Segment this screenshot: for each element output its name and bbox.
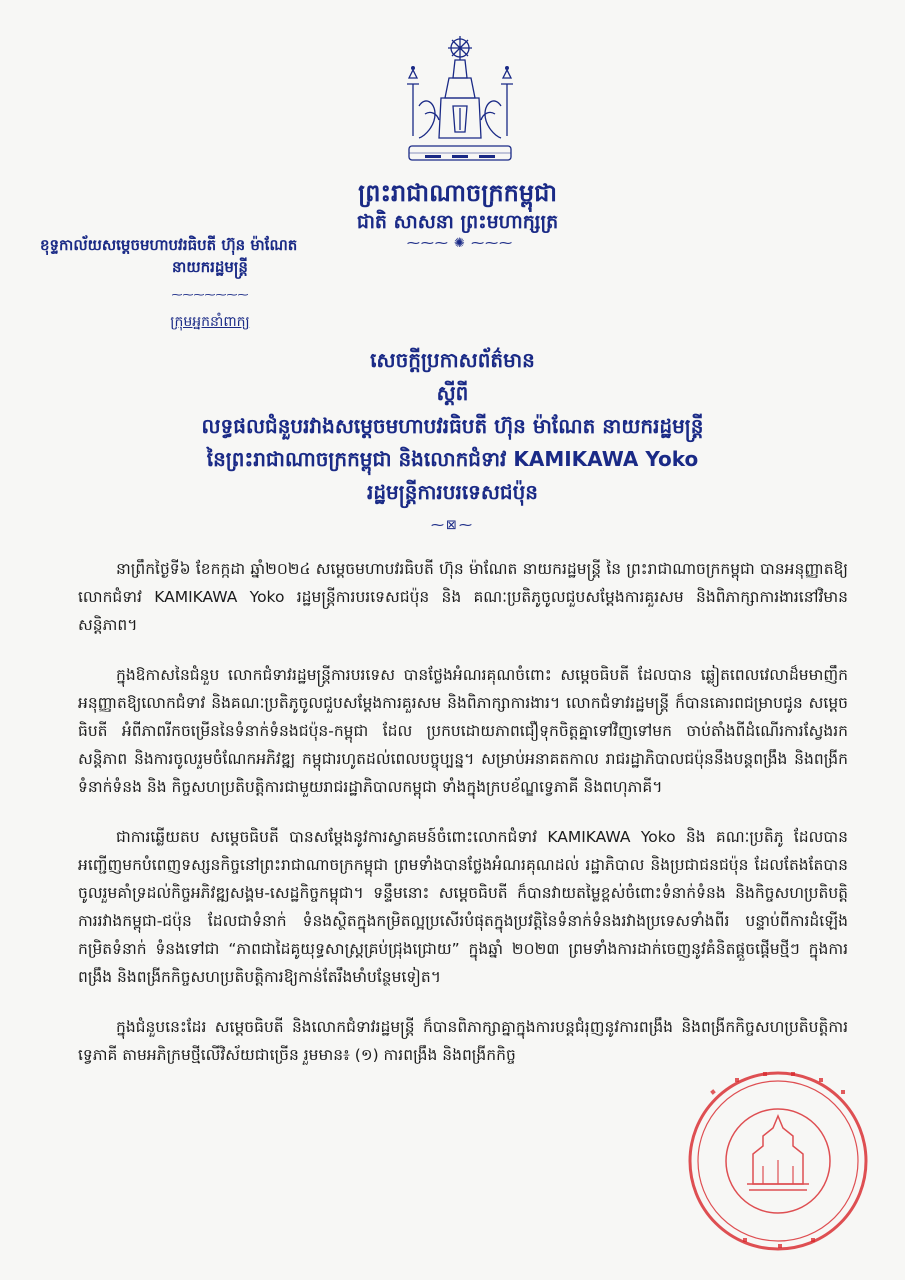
spokesperson-unit: ក្រុមអ្នកនាំពាក្យ [170,314,250,330]
royal-coat-of-arms-emblem [395,34,525,174]
issuing-office: ខុទ្ទកាល័យសម្តេចមហាបវរធិបតី ហ៊ុន ម៉ាណែត [40,236,298,254]
title-meeting-result: លទ្ធផលជំនួបរវាងសម្តេចមហាបវរធិបតី ហ៊ុន ម៉ាណែត នាយករដ្ឋមន្ត្រី [201,414,704,438]
official-red-seal-stamp [683,1066,873,1256]
body-paragraph-1: នាព្រឹកថ្ងៃទី៦ ខែកក្កដា ឆ្នាំ២០២៤ សម្តេចមហាបវរធិបតី ហ៊ុន ម៉ាណែត នាយករដ្ឋមន្ត្រី នៃ ព្រះរាជាណាចក្រកម្ពុជា បានអនុញ្ញាតឱ្យលោកជំទាវ KAMIKAWA Yoko រដ្ឋមន្ត្រីការបរទេសជប៉ុន និង គណៈប្រតិភូចូលជួបសម្តែងការគួរសម និងពិភាក្សាការងារនៅវិមានសន្តិភាព។ [78,560,848,634]
national-motto: ជាតិ សាសនា ព្រះមហាក្សត្រ [356,211,559,233]
prime-minister-title: នាយករដ្ឋមន្ត្រី [172,258,248,276]
title-parties: នៃព្រះរាជាណាចក្រកម្ពុជា និងលោកជំទាវ KAMIKAWA Yoko [206,447,699,471]
title-press-release: សេចក្តីប្រកាសព័ត៌មាន [370,348,535,372]
title-regarding: ស្តីពី [436,381,469,405]
title-ornament: ⁓⊠⁓ [431,518,474,533]
motto-ornament: ⁓⁓⁓ ✺ ⁓⁓⁓ [406,236,514,251]
body-paragraph-4: ក្នុងជំនួបនេះដែរ សម្តេចធិបតី និងលោកជំទាវរដ្ឋមន្ត្រី ក៏បានពិភាក្សាគ្នាក្នុងការបន្តជំរុញនូវការពង្រឹង និងពង្រីកកិច្ចសហប្រតិបត្តិការទ្វេភាគី តាមអភិក្រមថ្មីលើវិស័យជាច្រើន រួមមាន៖ (១) ការពង្រឹង និងពង្រីកកិច្ច [78,1018,848,1064]
press-release-body [78,555,848,1091]
body-paragraph-2: ក្នុងឱកាសនៃជំនួប លោកជំទាវរដ្ឋមន្ត្រីការបរទេស បានថ្លែងអំណរគុណចំពោះ សម្តេចធិបតី ដែលបាន ឆ្លៀតពេលវេលាដ៏មមាញឹកអនុញ្ញាតឱ្យលោកជំទាវ និងគណៈប្រតិភូចូលជួបសម្តែងការគួរសម និងពិភាក្សាការងារ។ លោកជំទាវរដ្ឋមន្ត្រី ក៏បានគោរពជម្រាបជូន សម្តេចធិបតី អំពីភាពរីកចម្រើននៃទំនាក់ទំនងជប៉ុន-កម្ពុជា ដែល ប្រកបដោយភាពជឿទុកចិត្តគ្នាទៅវិញទៅមក ចាប់តាំងពីដំណើរការស្វែងរកសន្តិភាព និងការចូលរួមចំណែកអភិវឌ្ឍ កម្ពុជារហូតដល់ពេលបច្ចុប្បន្ន។ សម្រាប់អនាគតកាល រាជរដ្ឋាភិបាលជប៉ុននឹងបន្តពង្រឹង និងពង្រីកទំនាក់ទំនង និង កិច្ចសហប្រតិបត្តិការជាមួយរាជរដ្ឋាភិបាលកម្ពុជា ទាំងក្នុងក្របខ័ណ្ឌទ្វេភាគី និងពហុភាគី។ [78,666,848,796]
title-minister: រដ្ឋមន្ត្រីការបរទេសជប៉ុន [367,480,538,504]
body-paragraph-3: ជាការឆ្លើយតប សម្តេចធិបតី បានសម្តែងនូវការស្វាគមន៍ចំពោះលោកជំទាវ KAMIKAWA Yoko និង គណៈប្រតិភូ ដែលបានអញ្ជើញមកបំពេញទស្សនកិច្ចនៅព្រះរាជាណាចក្រកម្ពុជា ព្រមទាំងបានថ្លែងអំណរគុណដល់ រដ្ឋាភិបាល និងប្រជាជនជប៉ុន ដែលតែងតែបានចូលរួមគាំទ្រដល់កិច្ចអភិវឌ្ឍសង្គម-សេដ្ឋកិច្ចកម្ពុជា។ ទន្ទឹមនោះ សម្តេចធិបតី ក៏បានវាយតម្លៃខ្ពស់ចំពោះទំនាក់ទំនង និងកិច្ចសហប្រតិបត្តិការរវាងកម្ពុជា-ជប៉ុន ដែលជាទំនាក់ ទំនងស្ថិតក្នុងកម្រិតល្អប្រសើរបំផុតក្នុងប្រវត្តិនៃទំនាក់ទំនងរវាងប្រទេសទាំងពីរ បន្ទាប់ពីការដំឡើងកម្រិតទំនាក់ ទំនងទៅជា “ភាពជាដៃគូយុទ្ធសាស្ត្រគ្រប់ជ្រុងជ្រោយ” ក្នុងឆ្នាំ ២០២៣ ព្រមទាំងការដាក់ចេញនូវគំនិតផ្តួចផ្តើមថ្មីៗ ក្នុងការពង្រឹង និងពង្រីកកិច្ចសហប្រតិបត្តិការឱ្យកាន់តែរឹងមាំបន្ថែមទៀត។ [78,828,848,986]
kingdom-name: ព្រះរាជាណាចក្រកម្ពុជា [358,179,557,207]
office-ornament: ⁓⁓⁓⁓⁓⁓⁓ [171,288,249,301]
press-release-title-block [80,344,825,542]
